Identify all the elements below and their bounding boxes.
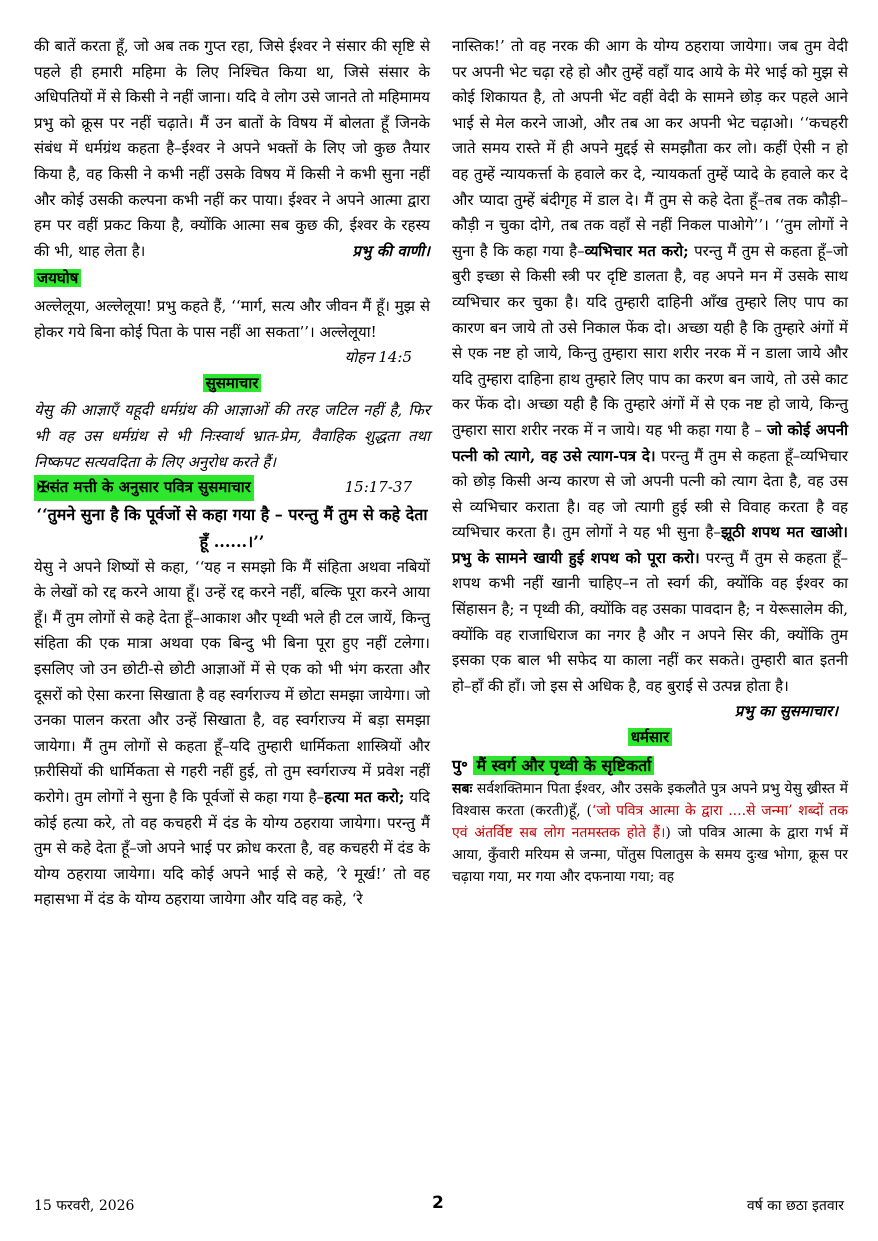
- page-number: 2: [432, 1193, 444, 1213]
- gospel-bold-2: व्यभिचार मत करो;: [584, 241, 689, 260]
- gospel-bold-1: हत्या मत करो;: [324, 788, 405, 807]
- creed-text: [452, 778, 848, 888]
- creed-body-1: सर्वशक्तिमान पिता ईश्वर, और उसके इकलौते पुत्र अपने प्रभु येसु ख्रीस्त में विश्वास करता (करती)हूँ, (: [452, 781, 848, 820]
- creed-all-prefix: सबः: [452, 781, 473, 798]
- jayghosh-text: [34, 294, 430, 367]
- gospel-body-1: येसु ने अपने शिष्यों से कहा, ‘‘यह न समझो कि मैं संहिता अथवा नबियों के लेखों को रद्द करने आया हूँ। उन्हें रद्द करने नहीं, बल्कि पूरा करने आया हूँ। मैं तुम लोगों से कहे देता हूँ–आकाश और पृथ्वी भले ही टल जायें, किन्तु संहिता की एक मात्रा अथवा एक बिन्दु भी बिना पूरा हुए नहीं टलेगा। इसलिए जो उन छोटी-से छोटी आज्ञाओं में से एक को भी भंग करता और दूसरों को ऐसा करना सिखाता है वह स्वर्गराज्य में छोटा समझा जायेगा। जो उनका पालन करता और उन्हें सिखाता है, वह स्वर्गराज्य में बड़ा समझा जायेगा। मैं तुम लोगों से कहता हूँ–यदि तुम्हारी धार्मिकता शास्त्रियों और फ़रीसियों की धार्मिकता से गहरी नहीं हुई, तो तुम स्वर्गराज्य में प्रवेश नहीं करोगे। तुम लोगों ने सुना है कि पूर्वजों से कहा गया है–: [34, 557, 430, 807]
- gospel-closing: प्रभु का सुसमाचार।: [734, 702, 838, 721]
- gospel-bold-3: जो कोई अपनी पत्नी को त्यागे, वह उसे त्याग-पत्र दे।: [452, 420, 848, 465]
- right-column: [452, 34, 848, 888]
- cross-icon: ✠: [37, 478, 50, 497]
- gospel-summary: येसु की आज्ञाएँ यहूदी धर्मग्रंथ की आज्ञाओं की तरह जटिल नहीं है, फिर भी वह उस धर्मग्रंथ से भी निःस्वार्थ भ्रात-प्रेम, वैवाहिक शुद्धता तथा निष्कपट सत्यवदिता के लिए अनुरोध करते हैं।: [34, 401, 430, 471]
- dharmsar-label: धर्मसार: [628, 728, 672, 746]
- reading-body: की बातें करता हूँ, जो अब तक गुप्त रहा, जिसे ईश्वर ने संसार की सृष्टि से पहले ही हमारी महिमा के लिए निश्चित किया था, जिसे संसार के अधिपतियों में से किसी ने नहीं जाना। यदि वे लोग उसे जानते तो महिमामय प्रभु को क्रूस पर नहीं चढ़ाते। मैं उन बातों के विषय में बोलता हूँ जिनके संबंध में धर्मग्रंथ कहता है–ईश्वर ने अपने भक्तों के लिए जो कुछ तैयार किया है, वह किसी ने कभी नहीं उसके विषय में किसी ने कभी सुना नहीं और कोई उसकी कल्पना कभी नहीं कर पाया। ईश्वर ने अपने आत्मा द्वारा हम पर वहीं प्रकट किया है, क्योंकि आत्मा सब कुछ की, ईश्वर के रहस्य की भी, थाह लेता है।: [34, 37, 430, 260]
- footer-date: 15 फरवरी, 2026: [34, 1198, 135, 1214]
- creed-instruction: ‘जो पवित्र आत्मा के द्वारा ....से जन्मा’ शब्दों तक एवं अंतर्विष्ट सब लोग नतमस्तक होते हैं।: [452, 803, 848, 842]
- gospel-text: [34, 555, 430, 913]
- gospel-reference: 15:17-37: [344, 478, 412, 497]
- reading-closing: प्रभु की वाणी।: [352, 241, 430, 260]
- susamachar-label: सुसमाचार: [203, 374, 262, 392]
- dharmsar-section: [452, 725, 848, 751]
- gospel-heading-text: संत मत्ती के अनुसार पवित्र सुसमाचार: [49, 478, 251, 497]
- jayghosh-reference: योहन 14:5: [344, 348, 412, 367]
- creed-heading: [452, 753, 848, 779]
- jayghosh-body: अल्लेलूया, अल्लेलूया! प्रभु कहते हैं, ‘‘मार्ग, सत्य और जीवन मैं हूँ। मुझ से होकर गये बिना कोई पिता के पास नहीं आ सकता’’। अल्लेलूया!: [34, 296, 430, 341]
- gospel-heading: [34, 475, 254, 501]
- gospel-continued: [452, 34, 848, 721]
- creed-body-2: ) जो पवित्र आत्मा के द्वारा गर्भ में आया, कुँवारी मरियम से जन्मा, पोंतुस पिलातुस के समय दुःख भोगा, क्रूस पर चढ़ाया गया, मर गया और दफनाया गया; वह: [452, 825, 848, 886]
- left-column: [34, 34, 430, 913]
- creed-priest-line: मैं स्वर्ग और पृथ्वी के सृष्टिकर्ता: [473, 756, 654, 775]
- gospel-body-3: नास्तिक!’ तो वह नरक की आग के योग्य ठहराया जायेगा। जब तुम वेदी पर अपनी भेट चढ़ा रहे हो और तुम्हें वहाँ याद आये के मेरे भाई को मुझ से कोई शिकायत है, तो अपनी भेंट वहीं वेदी के सामने छोड़ कर पहले आने भाई से मेल करने जाओ, और तब आ कर अपनी भेट चढ़ाओ। ‘‘कचहरी जाते समय रास्ते में ही अपने मुद्दई से समझौता कर लो। कहीं ऐसी न हो वह तुम्हें न्यायकर्त्ता के हवाले कर दे, न्यायकर्ता तुम्हें प्यादे के हवाले कर दे और प्यादा तुम्हें बंदीगृह में डाल दे। मैं तुम से कहे देता हूँ–तब तक कौड़ी–कौड़ी न चुका दोगे, तब तक वहाँ से नहीं निकल पाओगे’’। ‘‘तुम लोगों ने सुना है कि कहा गया है–: [452, 37, 848, 260]
- reading-text: [34, 34, 430, 264]
- gospel-body-4: परन्तु मैं तुम से कहता हूँ–जो बुरी इच्छा से किसी स्त्री पर दृष्टि डालता है, वह अपने मन में उसके साथ व्यभिचार कर चुका है। यदि तुम्हारी दाहिनी आँख तुम्हारे लिए पाप का कारण बन जाये तो उसे निकाल फेंक दो। अच्छा यही है कि तुम्हारे अंगों में से एक नष्ट हो जाये, किन्तु तुम्हारा सारा शरीर नरक में न डाला जाये और यदि तुम्हारा दाहिना हाथ तुम्हारे लिए पाप का करण बन जाये, तो उसे काट कर फेंक दो। अच्छा यही है कि तुम्हारे अंगों में से एक नष्ट हो जाये, किन्तु तुम्हारा सारा शरीर नरक में न जाये। यह भी कहा गया है –: [452, 241, 848, 439]
- jayghosh-label: जयघोष: [34, 269, 81, 287]
- creed-priest-prefix: पु॰: [452, 755, 468, 775]
- footer-sunday: वर्ष का छठा इतवार: [746, 1198, 844, 1214]
- gospel-body-2: यदि कोई हत्या करे, तो वह कचहरी में दंड के योग्य ठहराया जायेगा। परन्तु मैं तुम से कहे देता हूँ–जो अपने भाई पर क्रोध करता है, वह कचहरी में दंड के योग्य ठहराया जायेगा। यदि कोई अपने भाई से कहे, ‘रे मूर्ख!’ तो वह महासभा में दंड के योग्य ठहराया जायेगा और यदि वह कहे, ‘रे: [34, 788, 430, 909]
- gospel-quote: ‘‘तुमने सुना है कि पूर्वजों से कहा गया है – परन्तु मैं तुम से कहे देता हूँ ......।’’: [36, 504, 428, 551]
- gospel-body-5: परन्तु मैं तुम से कहता हूँ–व्यभिचार को छोड़ किसी अन्य कारण से जो अपनी पत्नी को त्याग देता है, वह उस से व्यभिचार कराता है। वह जो त्यागी हुई स्त्री से विवाह करता है वह व्यभिचार करता है। तुम लोगों ने यह भी सुना है–: [452, 446, 848, 542]
- gospel-bold-4: झूठी शपथ मत खाओ। प्रभु के सामने खायी हुई शपथ को पूरा करो।: [452, 523, 848, 567]
- susamachar-section: [34, 371, 430, 397]
- gospel-body-6: परन्तु मैं तुम से कहता हूँ–शपथ कभी नहीं खानी चाहिए–न तो स्वर्ग की, क्योंकि वह ईश्वर का सिंहासन है; न पृथ्वी की, क्योंकि वह उसका पावदान है; न येरूसालेम की, क्योंकि वह राजाधिराज का नगर है और न अपने सिर की, क्योंकि तुम इसका एक बाल भी सफेद या काला नहीं कर सकते। तुम्हारी बात इतनी हो–हाँ की हाँ। जो इस से अधिक है, वह बुराई से उत्पन्न होता है।: [452, 548, 848, 695]
- jayghosh-section: [34, 266, 430, 292]
- gospel-heading-row: [34, 475, 430, 501]
